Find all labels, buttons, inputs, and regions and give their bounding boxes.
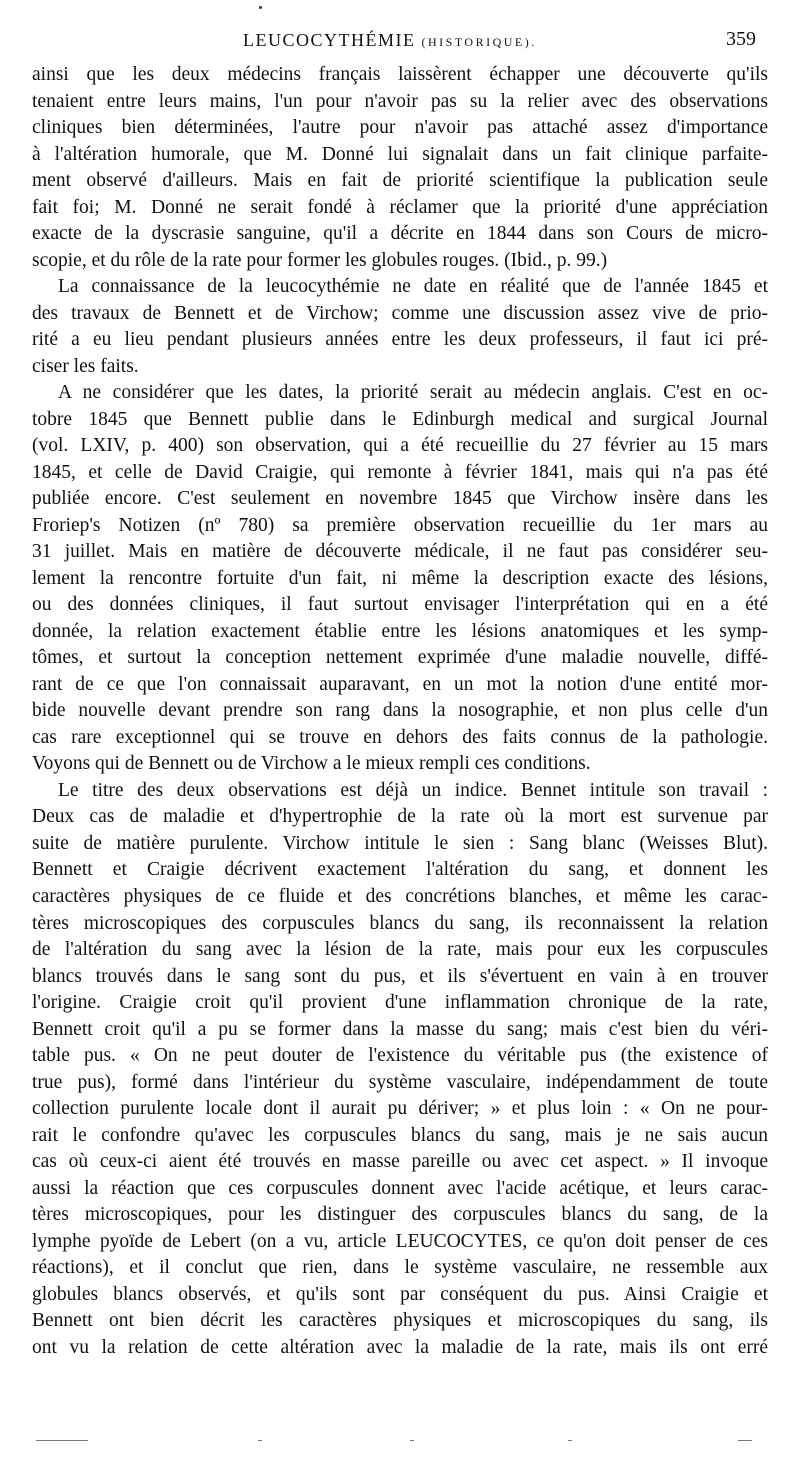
text-line: globules blancs observés, et qu'ils sont par conséquent du pus. Ainsi Craigie et — [32, 1283, 768, 1305]
scan-mark — [36, 1440, 88, 1441]
text-line: de l'altération du sang avec la lésion de la rate, mais pour eux les corpuscules — [32, 939, 768, 961]
text-line: Deux cas de maladie et d'hypertrophie de la rate où la mort est survenue par — [32, 806, 768, 828]
running-title-main: LEUCOCYTHÉMIE — [243, 30, 416, 50]
text-line: donnée, la relation exactement établie entre les lésions anatomiques et les symp- — [32, 620, 768, 642]
text-line: ont vu la relation de cette altération avec la maladie de la rate, mais ils ont erré — [32, 1336, 768, 1358]
text-line: réactions), et il conclut que rien, dans le système vasculaire, ne ressemble aux — [32, 1257, 768, 1279]
text-line: collection purulente locale dont il aurait pu dériver; » et plus loin : « On ne pour- — [32, 1098, 768, 1120]
text-line: Froriep's Notizen (nº 780) sa première observation recueillie du 1er mars au — [32, 514, 768, 536]
scan-speck — [259, 6, 262, 9]
scan-mark — [410, 1440, 414, 1441]
scan-artifacts — [0, 1440, 800, 1450]
text-line: lymphe pyoïde de Lebert (on a vu, article LEUCOCYTES, ce qu'on doit penser de ces — [32, 1230, 768, 1252]
page-header — [0, 30, 800, 58]
text-line: cas où ceux-ci aient été trouvés en masse pareille ou avec cet aspect. » Il invoque — [32, 1151, 768, 1173]
text-line: cliniques bien déterminées, l'autre pour n'avoir pas attaché assez d'importance — [32, 117, 768, 139]
text-line: aussi la réaction que ces corpuscules donnent avec l'acide acétique, et leurs carac- — [32, 1177, 768, 1199]
paragraph-end-line: ciser les faits. — [32, 355, 139, 377]
page-number: 359 — [726, 28, 756, 50]
paragraph-start-line: La connaissance de la leucocythémie ne date en réalité que de l'année 1845 et — [58, 276, 768, 298]
text-line: 1845, et celle de David Craigie, qui remonte à février 1841, mais qui n'a pas été — [32, 461, 768, 483]
paragraph-start-line: Le titre des deux observations est déjà un indice. Bennet intitule son travail : — [58, 779, 768, 801]
text-line: Bennett et Craigie décrivent exactement l'altération du sang, et donnent les — [32, 859, 768, 881]
text-line: tères microscopiques, pour les distinguer des corpuscules blancs du sang, de la — [32, 1204, 768, 1226]
paragraph-start-line: A ne considérer que les dates, la priorité serait au médecin anglais. C'est en oc- — [58, 382, 768, 404]
text-line: ment observé d'ailleurs. Mais en fait de priorité scientifique la publication seule — [32, 170, 768, 192]
text-line: des travaux de Bennett et de Virchow; comme une discussion assez vive de prio- — [32, 302, 768, 324]
text-line: (vol. LXIV, p. 400) son observation, qui a été recueillie du 27 février au 15 mars — [32, 435, 768, 457]
text-line: tères microscopiques des corpuscules blancs du sang, ils reconnaissent la relation — [32, 912, 768, 934]
text-line: ainsi que les deux médecins français laissèrent échapper une découverte qu'ils — [32, 64, 768, 85]
text-line: à l'altération humorale, que M. Donné lui signalait dans un fait clinique parfaite- — [32, 143, 768, 165]
text-line: lement la rencontre fortuite d'un fait, ni même la description exacte des lésions, — [32, 567, 768, 589]
text-line: Bennett croit qu'il a pu se former dans la masse du sang; mais c'est bien du véri- — [32, 1018, 768, 1040]
paragraph-end-line: scopie, et du rôle de la rate pour former les globules rouges. (Ibid., p. 99.) — [32, 249, 608, 271]
text-line: tobre 1845 que Bennett publie dans le Edinburgh medical and surgical Journal — [32, 408, 768, 430]
text-line: rité a eu lieu pendant plusieurs années entre les deux professeurs, il faut ici pré- — [32, 329, 768, 351]
text-line: tômes, et surtout la conception nettement exprimée d'une maladie nouvelle, diffé- — [32, 647, 768, 669]
text-line: suite de matière purulente. Virchow intitule le sien : Sang blanc (Weisses Blut). — [32, 832, 768, 854]
text-line: ou des données cliniques, il faut surtout envisager l'interprétation qui en a été — [32, 594, 768, 616]
text-line: 31 juillet. Mais en matière de découverte médicale, il ne faut pas considérer seu- — [32, 541, 768, 563]
text-line: l'origine. Craigie croit qu'il provient d'une inflammation chronique de la rate, — [32, 992, 768, 1014]
text-line: true pus), formé dans l'intérieur du système vasculaire, indépendamment de toute — [32, 1071, 768, 1093]
scan-mark — [568, 1440, 572, 1441]
text-line: caractères physiques de ce fluide et des concrétions blanches, et même les carac- — [32, 885, 768, 907]
text-line: Bennett ont bien décrit les caractères physiques et microscopiques du sang, ils — [32, 1310, 768, 1332]
text-line: fait foi; M. Donné ne serait fondé à réclamer que la priorité d'une appréciation — [32, 196, 768, 218]
text-line: publiée encore. C'est seulement en novembre 1845 que Virchow insère dans les — [32, 488, 768, 510]
text-line: cas rare exceptionnel qui se trouve en dehors des faits connus de la pathologie. — [32, 726, 768, 748]
scan-mark — [258, 1440, 262, 1441]
text-line: bide nouvelle devant prendre son rang dans la nosographie, et non plus celle d'un — [32, 700, 768, 722]
text-line: rait le confondre qu'avec les corpuscules blancs du sang, mais je ne sais aucun — [32, 1124, 768, 1146]
text-line: blancs trouvés dans le sang sont du pus, et ils s'évertuent en vain à en trouver — [32, 965, 768, 987]
running-title-subtitle: (HISTORIQUE). — [421, 35, 537, 49]
text-line: exacte de la dyscrasie sanguine, qu'il a décrite en 1844 dans son Cours de micro- — [32, 223, 768, 245]
text-line: tenaient entre leurs mains, l'un pour n'avoir pas su la relier avec des observations — [32, 90, 768, 112]
scan-mark — [738, 1440, 752, 1441]
body-text — [32, 62, 768, 1361]
paragraph-end-line: Voyons qui de Bennett ou de Virchow a le mieux rempli ces conditions. — [32, 753, 591, 775]
text-line: rant de ce que l'on connaissait auparavant, en un mot la notion d'une entité mor- — [32, 673, 768, 695]
running-title — [243, 30, 537, 51]
text-line: table pus. « On ne peut douter de l'existence du véritable pus (the existence of — [32, 1045, 768, 1067]
